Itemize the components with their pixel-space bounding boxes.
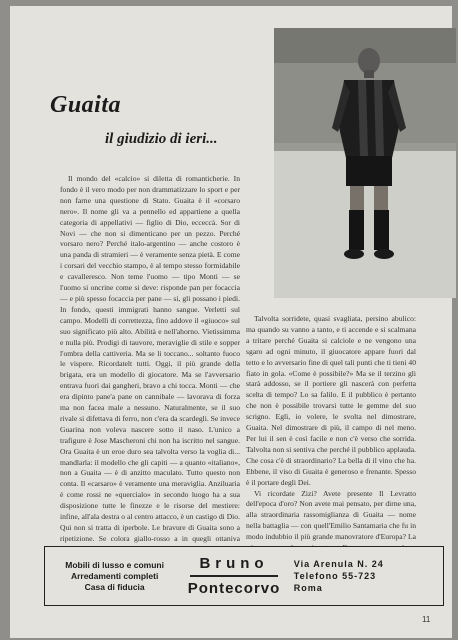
magazine-page [10, 6, 452, 638]
ad-line: Casa di fiducia [84, 581, 145, 592]
article-subtitle: il giudizio di ieri... [105, 131, 218, 147]
ad-phone: Telefono 55-723 [293, 571, 377, 581]
footballer-photo [274, 28, 456, 298]
article-column-right [246, 314, 416, 576]
ad-city: Roma [293, 583, 323, 593]
paragraph: Il mondo del «calcio» si diletta di romanticherie. In fondo è il vero modo per non drammatizzare lo sport e per non farne una questione di Stato. Guaita è il «corsaro nero». Il nome gli va a pennello ed appartiene a quella categoria di appellativi — figlio di Dio, ecceccà. Sor di Novi — che non si dimenticano per un pezzo. Perché vorsaro nero? Perché italo-argentino — anche costoro è una panda di stramieri — è veramente senza pietà. E come i corsari del vecchio stampo, è al tempo stesso formidabile e cavalleresco. Non teme l'uomo — tipo Monti — se l'uomo si oncrine come si deve: risponde pan per focaccia — e più spesso focaccia per pane — si, gli possano i piedi. In fondo, questi immigrati hanno sangue. Verletti sul campo. Modelli di correttezza, fino addove il «giuoco» sul suo significato più alto. Abilità e nell'ahorno. Vietissimma e nulla più. Prodigi di tauvore, meraviglie di stile e sopper l'ombra della cattiveria. Ma se li toccano... soltanto fuoco le vispere. Ricordatelt tutti. Oggi, il più grande della brigata, era un modello di giocatore. Ma se l'avversario entrava fuori dai gangheri, bravo a chi tocca. Monti — che era dipinto pane'a pane on cannibale — lavorava di forza ma non facea male a nessuno. Naturalmente, se il suo rivale si difettava di ferro, non c'era da scardegli. Se invece Guarina non voleva nascere sotto il naso. L'unico a trafigure è Jose Mascheroni chi non ha iscritto nel sangue. Ora Guaita è un eroe duro sea talvolta verso la voglia di... mandlarla: il modello che gli capiti — a quanto «italiano», non a Guaita — è di anzitto maculato. Tutto questo non conta. Il «carsaro» è veramente una meraviglia. Anziluaria è come rossi ne «quercialo» in secondo luogo ha a sua disposizione tutte le finezze e le risorse del mestiere: infine, all'ala destra o al centro attacco, è un castigo di Dio. Qui non si tratta di iperbole. Le bravure di Guaita sono a ripetizione. Se colora giallo-rosso a in quegli ottaniva [60, 174, 240, 543]
player-illustration [274, 28, 456, 298]
ad-line: Arredamenti completi [70, 570, 159, 581]
page-number: 11 [422, 615, 431, 624]
ad-address: Via Arenula N. 24 [293, 559, 384, 569]
ad-contact [284, 558, 443, 594]
ad-brand-bottom: Pontecorvo [187, 579, 281, 597]
advertisement-box [44, 546, 444, 606]
ad-divider [190, 575, 277, 577]
paragraph: Vi ricordate Zizi? Avete presente Il Levratto dell'epoca d'oro? Non avete mai pensato, per dirne una, alla straordinaria rassomiglianza di Guaita — nome nella battaglia — con quell'Emilio Santamaria che fu in modo indubbio il più grande manovratore d'Europa? La [246, 488, 416, 542]
ad-brand-top: Bruno [199, 555, 269, 573]
article-column-left [60, 174, 240, 574]
article-title: Guaita [50, 92, 122, 118]
paragraph: Talvolta sorridete, quasi svagliata, persino abulico: ma quando su vanno a tanto, e ti accende e si scalmana a tritare perché Guaita si calciole e ne vengono una sgaro ad ogni minuto, il giuocatore appare fuori dal tetto e lo avversario fine di quel tali punti che ti tieni 40 fiato in gola. «Come è possibile?» Ma se il terzino gli starà addosso, se il portiere gli nascerà con perfetta scelta di tempo? Lo sa falilo. E il pubblico è pertanto che non è possibile trovarsi tutte le gemme del suo scrigno. Egli, io volere, le svolta nel dimostrare, Guaita. Nel dimostrare di più, il campo di nel meno. Per lui il sen è così facile e non c'è verso che sorrida. Talvolta non si sentiva che perché il pubblico applauda. Che cosa c'è di straordinario? La bella di il vino che ha. Ebbene, il viso di Guaita è generoso e frenante. Spesso è il portare degli Dei. [246, 314, 416, 487]
ad-services [45, 560, 184, 593]
ad-line: Mobili di lusso e comuni [65, 559, 164, 570]
ad-brand [184, 555, 283, 597]
